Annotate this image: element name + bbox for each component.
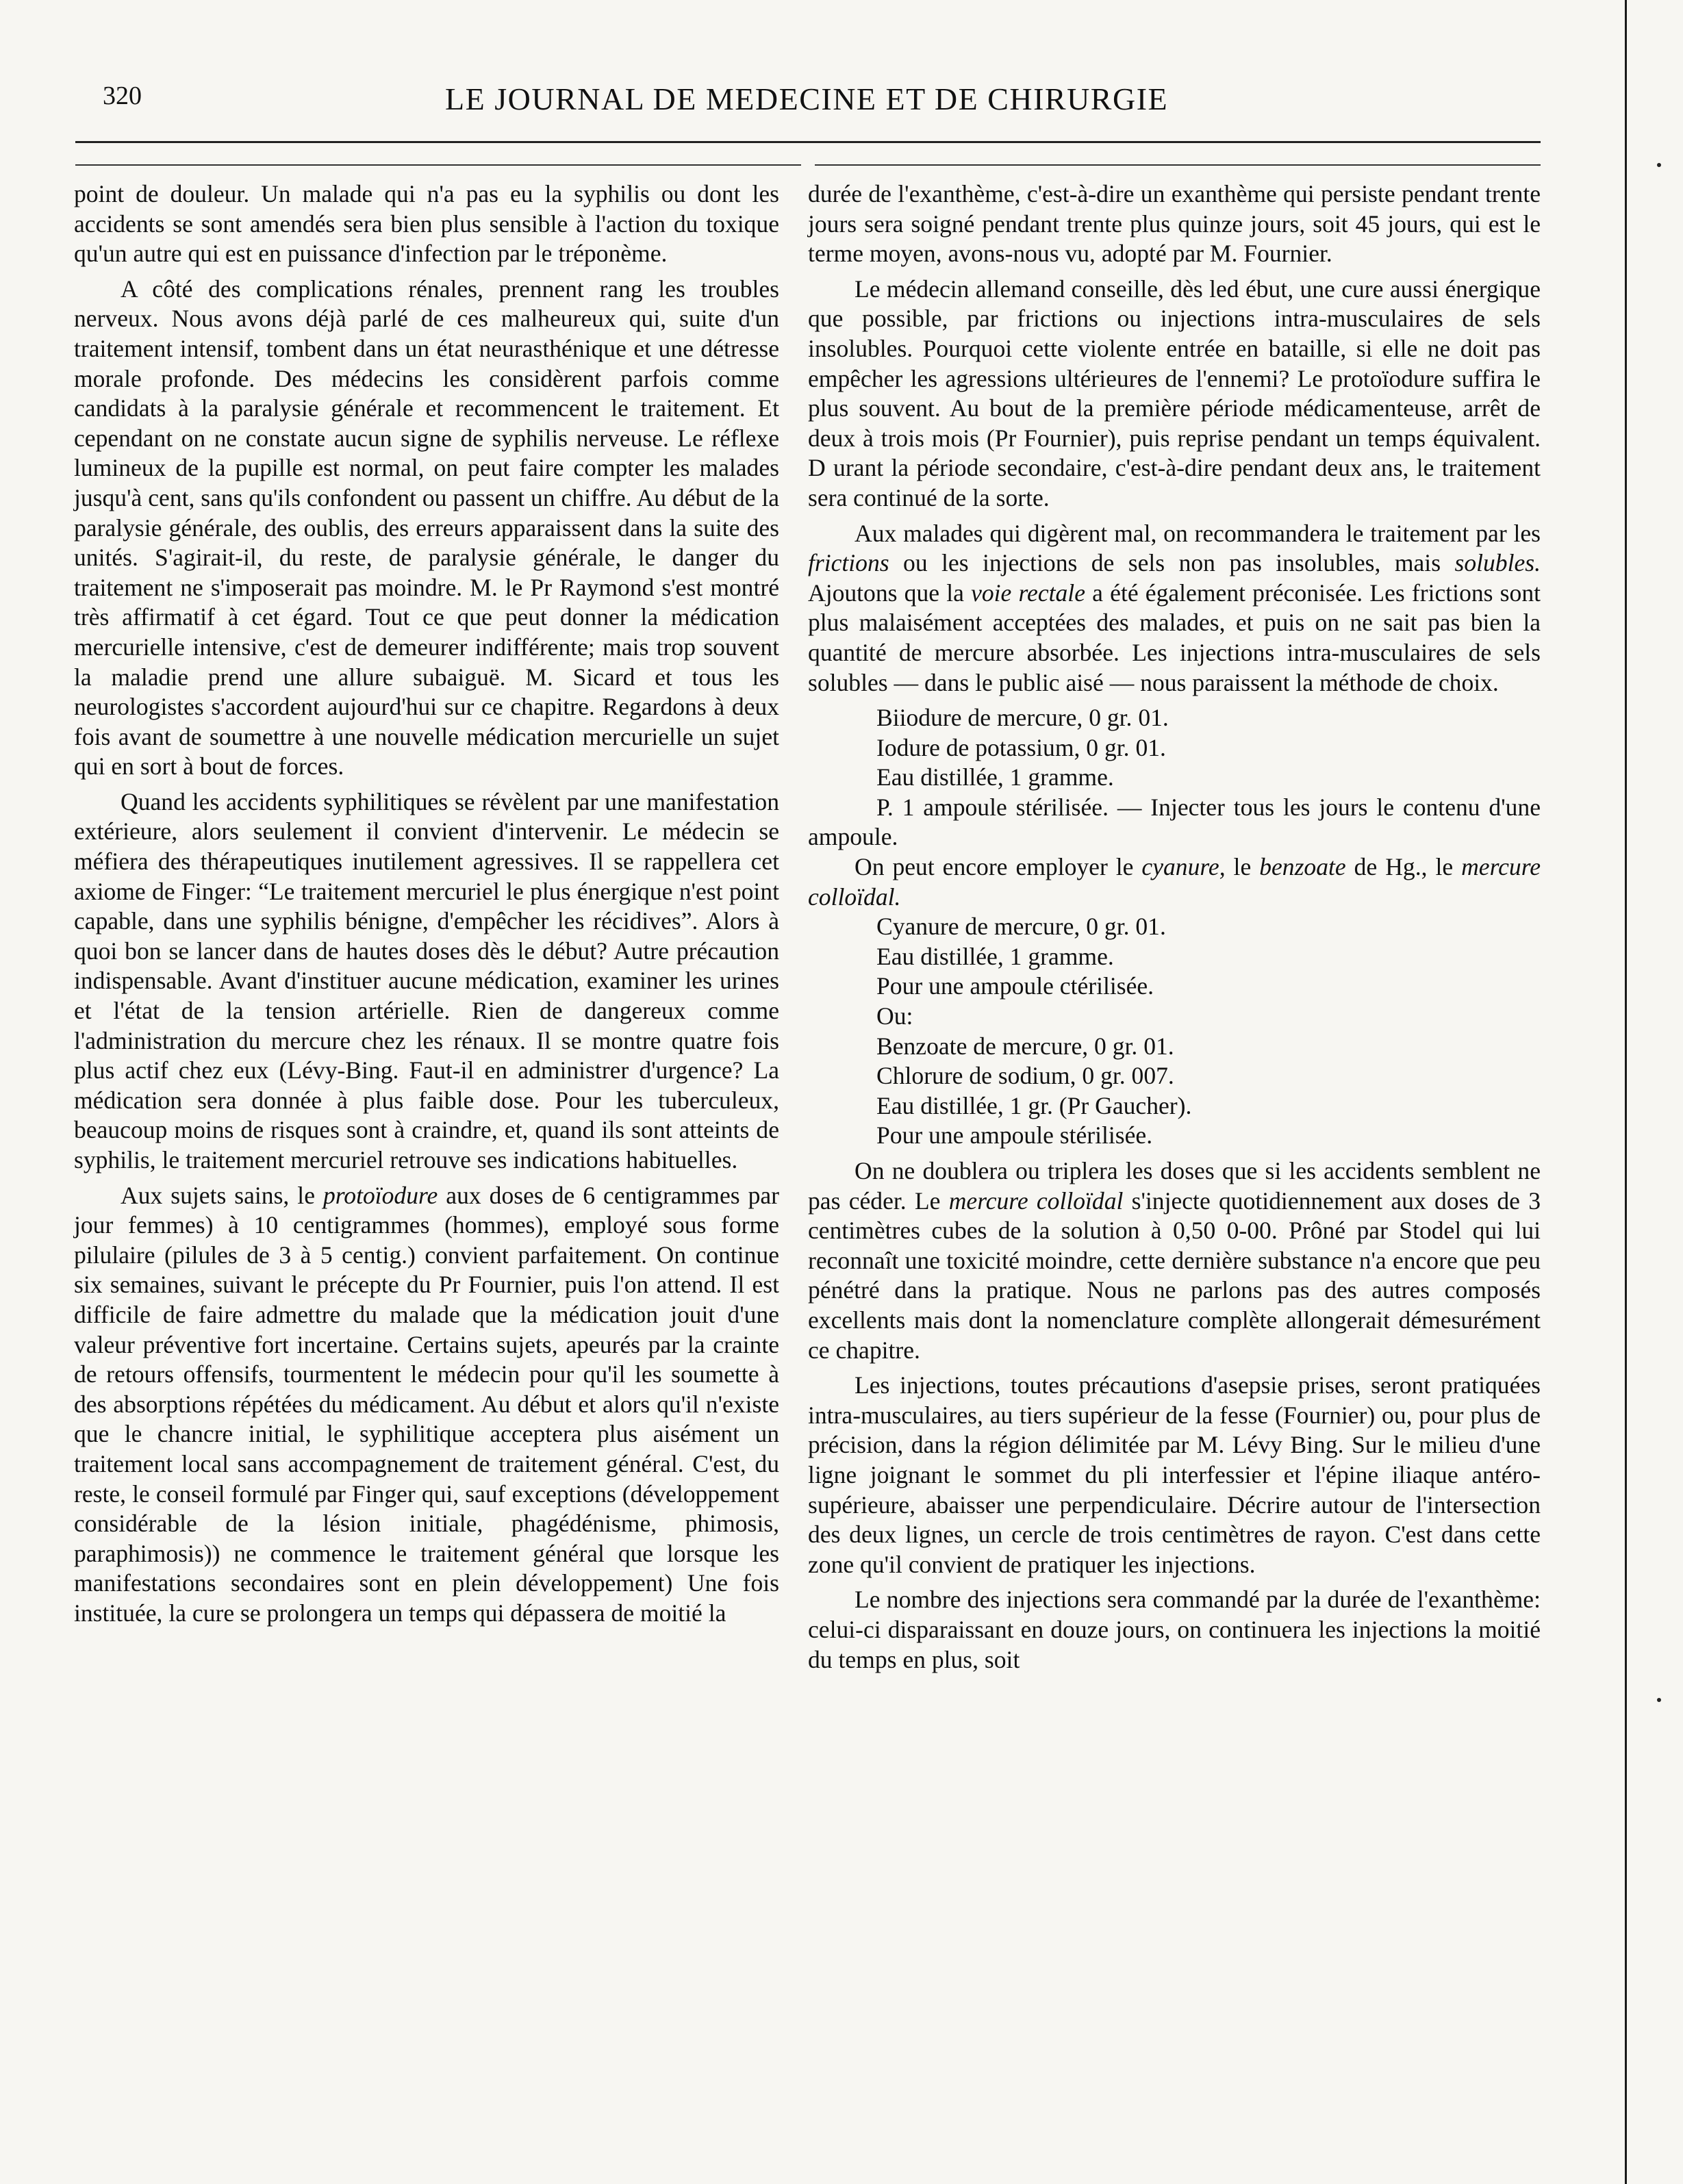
- margin-speck: [1657, 1698, 1661, 1702]
- running-head: LE JOURNAL DE MEDECINE ET DE CHIRURGIE: [445, 81, 1169, 116]
- margin-speck: [1657, 163, 1661, 167]
- paragraph: Aux malades qui digèrent mal, on recommandera le traitement par les frictions ou les injections de sels non pas insolubles, mais solubles. Ajoutons que la voie rectale a été également préconisée. Les frictions sont plus malaisément acceptées des malades, et puis on ne sait pas bien la quantité de mercure absorbée. Les injections intra-musculaires de sels solubles — dans le public aisé — nous paraissent la méthode de choix.: [808, 519, 1541, 696]
- paragraph: Les injections, toutes précautions d'asepsie prises, seront pratiquées intra-musculaires, au tiers supérieur de la fesse (Fournier) ou, pour plus de précision, dans la région délimitée par M. Lévy Bing. Sur le milieu d'une ligne joignant le sommet du pli interfessier et l'épine iliaque antéro-supérieure, abaisser une perpendiculaire. Décrire autour de l'intersection des deux lignes, un cercle de trois centimètres de rayon. C'est dans cette zone qu'il convient de pratiquer les injections.: [808, 1371, 1541, 1578]
- prescription-line: Iodure de potassium, 0 gr. 01.: [876, 733, 1166, 761]
- right-column: [808, 179, 1541, 1680]
- paragraph: durée de l'exanthème, c'est-à-dire un exanthème qui persiste pendant trente jours sera soigné pendant trente plus quinze jours, soit 45 jours, qui est le terme moyen, avons-nous vu, adopté par M. Fournier.: [808, 180, 1541, 268]
- page-edge-line: [1625, 0, 1627, 2184]
- prescription-line: Cyanure de mercure, 0 gr. 01.: [876, 913, 1166, 941]
- prescription-line: Eau distillée, 1 gramme.: [876, 942, 1114, 970]
- column-rule-right: [815, 164, 1541, 166]
- prescription-line: Eau distillée, 1 gramme.: [876, 763, 1114, 791]
- paragraph: On ne doublera ou triplera les doses que si les accidents semblent ne pas céder. Le mercure colloïdal s'injecte quotidiennement aux doses de 3 centimètres cubes de la solution à 0,50 0-00. Prôné par Stodel qui lui reconnaît une toxicité moindre, cette dernière substance n'a encore que peu pénétré dans la pratique. Nous ne parlons pas des autres composés excellents mais dont la nomenclature complète allongerait démesurément ce chapitre.: [808, 1157, 1541, 1364]
- prescription-line: Pour une ampoule stérilisée.: [876, 1121, 1153, 1150]
- prescription-note: P. 1 ampoule stérilisée. — Injecter tous les jours le contenu d'une ampoule.: [808, 793, 1541, 851]
- header-rule: [75, 141, 1541, 143]
- paragraph: Le médecin allemand conseille, dès led ébut, une cure aussi énergique que possible, par frictions ou injections intra-musculaires de sels insolubles. Pourquoi cette violente entrée en bataille, si elle ne doit pas empêcher les agressions ultérieures de l'ennemi? Le protoïodure suffira le plus souvent. Au bout de la première période médicamenteuse, arrêt de deux à trois mois (Pr Fournier), puis reprise pendant un temps équivalent. D urant la période secondaire, c'est-à-dire pendant deux ans, le traitement sera continué de la sorte.: [808, 275, 1541, 511]
- paragraph: point de douleur. Un malade qui n'a pas eu la syphilis ou dont les accidents se sont amendés sera bien plus sensible à l'action du toxique qu'un autre qui est en puissance d'infection par le tréponème.: [74, 180, 779, 268]
- page-header: [103, 81, 1534, 136]
- page-number: 320: [103, 81, 142, 110]
- paragraph: On peut encore employer le cyanure, le benzoate de Hg., le mercure colloïdal.: [808, 853, 1541, 911]
- prescription-line: Chlorure de sodium, 0 gr. 007.: [876, 1062, 1174, 1090]
- prescription-line: Ou:: [876, 1002, 913, 1030]
- paragraph: A côté des complications rénales, prennent rang les troubles nerveux. Nous avons déjà parlé de ces malheureux qui, suite d'un traitement intensif, tombent dans un état neurasthénique et une détresse morale profonde. Des médecins les considèrent parfois comme candidats à la paralysie générale et recommencent le traitement. Et cependant on ne constate aucun signe de syphilis nerveuse. Le réflexe lumineux de la pupille est normal, on peut faire compter les malades jusqu'à cent, sans qu'ils confondent ou passent un chiffre. Au début de la paralysie générale, des oublis, des erreurs apparaissent dans la suite des unités. S'agirait-il, du reste, de paralysie générale, le danger du traitement ne s'imposerait pas moindre. M. le Pr Raymond s'est montré très affirmatif à cet égard. Tout ce que peut donner la médication mercurielle intensive, c'est de demeurer indifférente; mais trop souvent la maladie prend une allure subaiguë. M. Sicard et tous les neurologistes s'accordent aujourd'hui sur ce chapitre. Regardons à deux fois avant de soumettre à une nouvelle médication mercurielle un sujet qui en sort à bout de forces.: [74, 275, 779, 780]
- left-column: [74, 179, 779, 1634]
- paragraph: Aux sujets sains, le protoïodure aux doses de 6 centigrammes par jour femmes) à 10 centigrammes (hommes), employé sous forme pilulaire (pilules de 3 à 5 centig.) convient parfaitement. On continue six semaines, suivant le précepte du Pr Fournier, puis l'on attend. Il est difficile de faire admettre du malade que la médication jouit d'une valeur préventive fort incertaine. Certains sujets, apeurés par la crainte de retours offensifs, tourmentent le médecin pour qu'il les soumette à des absorptions répétées du médicament. Au début et alors qu'il n'existe que le chancre initial, le syphilitique acceptera plus aisément un traitement local sans accompagnement de traitement général. C'est, du reste, le conseil formulé par Finger qui, sauf exceptions (développement considérable de la lésion initiale, phagédénisme, phimosis, paraphimosis)) ne commence le traitement général que lorsque les manifestations secondaires sont en plein développement) Une fois instituée, la cure se prolongera un temps qui dépassera de moitié la: [74, 1181, 779, 1627]
- prescription-line: Eau distillée, 1 gr. (Pr Gaucher).: [876, 1091, 1192, 1119]
- paragraph: Quand les accidents syphilitiques se révèlent par une manifestation extérieure, alors seulement il convient d'intervenir. Le médecin se méfiera des thérapeutiques inutilement agressives. Il se rappellera cet axiome de Finger: “Le traitement mercuriel le plus énergique n'est point capable, dans une syphilis bénigne, d'empêcher les récidives”. Alors à quoi bon se lancer dans de hautes doses dès le début? Autre précaution indispensable. Avant d'instituer aucune médication, examiner les urines et l'état de la tension artérielle. Rien de dangereux comme l'administration du mercure chez les rénaux. Il se montre quatre fois plus actif chez eux (Lévy-Bing. Faut-il en administrer d'urgence? La médication sera donnée à plus faible dose. Pour les tuberculeux, beaucoup moins de risques sont à craindre, et, quand ils sont atteints de syphilis, le traitement mercuriel retrouve ses indications habituelles.: [74, 787, 779, 1173]
- column-rule-left: [75, 164, 801, 166]
- prescription-line: Pour une ampoule ctérilisée.: [876, 972, 1154, 1000]
- paragraph: Le nombre des injections sera commandé par la durée de l'exanthème: celui-ci disparaissant en douze jours, on continuera les injections la moitié du temps en plus, soit: [808, 1586, 1541, 1673]
- prescription-line: Biiodure de mercure, 0 gr. 01.: [876, 704, 1169, 732]
- prescription-line: Benzoate de mercure, 0 gr. 01.: [876, 1032, 1174, 1060]
